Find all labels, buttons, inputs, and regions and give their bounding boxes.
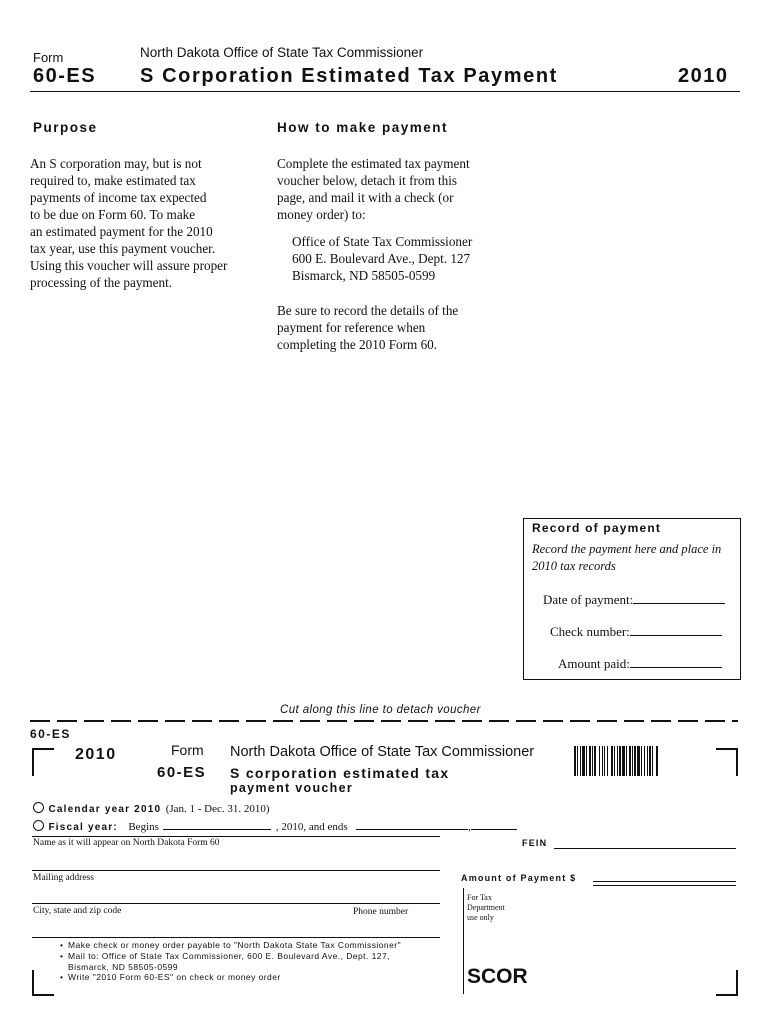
mailing-address-label: Mailing address [33, 873, 94, 883]
voucher-title-line1: S corporation estimated tax [230, 765, 450, 781]
bullet-icon: • [60, 940, 64, 950]
cut-line-label: Cut along this line to detach voucher [280, 704, 481, 716]
phone-number-label: Phone number [353, 907, 409, 917]
barcode-bar [632, 746, 633, 776]
check-number-field[interactable] [630, 623, 722, 636]
fiscal-year-option[interactable] [33, 817, 517, 835]
check-number-label: Check number: [550, 624, 630, 639]
corner-mark-top-left [32, 748, 54, 776]
record-note: Be sure to record the details of the payment for reference when completing the 2010 Form 60. [277, 303, 459, 352]
instruction-item: • Write "2010 Form 60-ES" on check or money order [60, 972, 281, 983]
record-of-payment-box [523, 518, 741, 680]
barcode-bar [574, 746, 576, 776]
cut-line-dash [30, 720, 50, 722]
voucher-title-line2: payment voucher [230, 781, 354, 795]
cut-line-dash [381, 720, 401, 722]
barcode-bar [617, 746, 618, 776]
cut-line-dash [570, 720, 590, 722]
corner-mark-top-right [716, 748, 738, 776]
barcode-bar [577, 746, 578, 776]
barcode-bar [611, 746, 613, 776]
barcode-bar [629, 746, 631, 776]
corner-mark-bottom-left [32, 970, 54, 996]
cut-line-dash [300, 720, 320, 722]
cut-line-dash [111, 720, 131, 722]
cut-line-dash [543, 720, 563, 722]
voucher-instructions [60, 940, 440, 983]
voucher-form-number: 60-ES [157, 764, 207, 781]
name-field-line[interactable] [32, 836, 440, 837]
cut-line-dash [246, 720, 266, 722]
cut-line-dash [192, 720, 212, 722]
cut-line-dash [408, 720, 428, 722]
fiscal-ends-year-field[interactable] [471, 817, 517, 830]
date-of-payment-row [543, 591, 725, 608]
barcode-bar [604, 746, 605, 776]
calendar-year-range: (Jan. 1 - Dec. 31. 2010) [165, 803, 270, 815]
tax-year: 2010 [678, 65, 729, 87]
cut-line-dash [435, 720, 455, 722]
fein-label: FEIN [522, 838, 548, 848]
amount-of-payment-underline [593, 885, 736, 886]
cut-line-dash [219, 720, 239, 722]
corner-mark-bottom-right [716, 970, 738, 996]
barcode-bar [594, 746, 596, 776]
cut-line-dash [732, 720, 738, 722]
voucher-agency: North Dakota Office of State Tax Commissioner [230, 744, 535, 760]
calendar-year-label: Calendar year 2010 [48, 804, 162, 815]
cut-line-dash [462, 720, 482, 722]
barcode-bar [622, 746, 625, 776]
fein-field[interactable] [554, 848, 736, 849]
name-field-label: Name as it will appear on North Dakota Form 60 [33, 838, 220, 848]
cut-line-dash [489, 720, 509, 722]
city-state-zip-label: City, state and zip code [33, 906, 122, 916]
barcode-bar [656, 746, 658, 776]
barcode-bar [644, 746, 645, 776]
purpose-text: An S corporation may, but is not required to, make estimated tax payments of income tax expected to be due on Form 60. To make an estimated payment for the 2010 tax year, use this payment voucher. Using this voucher will assure proper processing of the payment. [30, 156, 228, 290]
tax-dept-divider [463, 888, 464, 994]
record-heading: Record of payment [532, 521, 662, 535]
date-of-payment-field[interactable] [633, 591, 725, 604]
mailing-address-block: Office of State Tax Commissioner 600 E. Boulevard Ave., Dept. 127 Bismarck, ND 58505-0599 [292, 234, 473, 283]
bullet-icon: • [60, 950, 64, 961]
date-of-payment-label: Date of payment: [543, 592, 634, 607]
cut-line-dash [327, 720, 347, 722]
fiscal-year-radio[interactable] [33, 820, 44, 831]
how-to-pay-intro: Complete the estimated tax payment voucher below, detach it from this page, and mail it with a check (or money order) to: [277, 156, 470, 222]
barcode-bar [614, 746, 615, 776]
cut-line-dash [651, 720, 671, 722]
fiscal-begins-label: Begins [128, 821, 159, 833]
cut-line-dash [273, 720, 293, 722]
voucher-year: 2010 [75, 746, 117, 763]
amount-paid-row [558, 655, 722, 672]
fiscal-ends-field[interactable] [356, 817, 468, 830]
fiscal-begins-field[interactable] [163, 817, 271, 830]
barcode-bar [626, 746, 627, 776]
barcode-bar [649, 746, 651, 776]
tax-dept-note: For Tax Department use only [467, 893, 505, 922]
header-rule [30, 91, 740, 92]
fiscal-comma: , [468, 821, 471, 833]
page-title: S Corporation Estimated Tax Payment [140, 65, 558, 87]
instruction-item: • Make check or money order payable to "North Dakota State Tax Commissioner" [60, 940, 402, 950]
amount-of-payment-field[interactable] [593, 881, 736, 882]
cut-line-dash [624, 720, 644, 722]
record-instruction: Record the payment here and place in 2010 tax records [532, 542, 722, 573]
form-number: 60-ES [33, 65, 97, 87]
cut-line-dash [705, 720, 725, 722]
barcode-bar [580, 746, 581, 776]
cut-line-dash [678, 720, 698, 722]
cut-line-dash [597, 720, 617, 722]
cut-line-dash [57, 720, 77, 722]
barcode-bar [637, 746, 640, 776]
how-to-pay-heading: How to make payment [277, 120, 449, 135]
amount-of-payment-label: Amount of Payment $ [461, 873, 577, 883]
calendar-year-radio[interactable] [33, 802, 44, 813]
instruction-item: • Mail to: Office of State Tax Commissioner, 600 E. Boulevard Ave., Dept. 127, Bismarck, ND 58505-0599 [60, 950, 390, 972]
barcode-bar [586, 746, 587, 776]
agency-name: North Dakota Office of State Tax Commissioner [140, 45, 424, 60]
barcode-bar [619, 746, 621, 776]
barcode-bar [652, 746, 653, 776]
instructions-rule [32, 937, 440, 938]
cut-line-dash [84, 720, 104, 722]
form-word: Form [33, 50, 64, 65]
barcode-bar [602, 746, 603, 776]
voucher-corner-label: 60-ES [30, 727, 71, 741]
fiscal-ends-text: , 2010, and ends [275, 821, 348, 833]
voucher-form-word: Form [171, 742, 204, 758]
barcode-bar [592, 746, 593, 776]
barcode-bar [599, 746, 600, 776]
bullet-icon: • [60, 972, 64, 983]
amount-paid-field[interactable] [630, 655, 722, 668]
cut-line-dash [516, 720, 536, 722]
cut-line-dash [165, 720, 185, 722]
barcode-bar [634, 746, 636, 776]
cut-line-dash [138, 720, 158, 722]
barcode-bar [589, 746, 591, 776]
barcode-bar [641, 746, 642, 776]
barcode-bar [582, 746, 585, 776]
cut-line-dash [354, 720, 374, 722]
mailing-address-line[interactable] [32, 870, 440, 871]
calendar-year-option[interactable] [33, 799, 270, 817]
city-state-zip-line[interactable] [32, 903, 440, 904]
amount-paid-label: Amount paid: [558, 656, 630, 671]
voucher-code: SCOR [467, 965, 528, 988]
purpose-heading: Purpose [33, 120, 98, 135]
fiscal-year-label: Fiscal year: [48, 822, 118, 833]
barcode-bar [647, 746, 648, 776]
barcode-bar [607, 746, 608, 776]
check-number-row [550, 623, 722, 640]
barcode-graphic [574, 746, 696, 776]
